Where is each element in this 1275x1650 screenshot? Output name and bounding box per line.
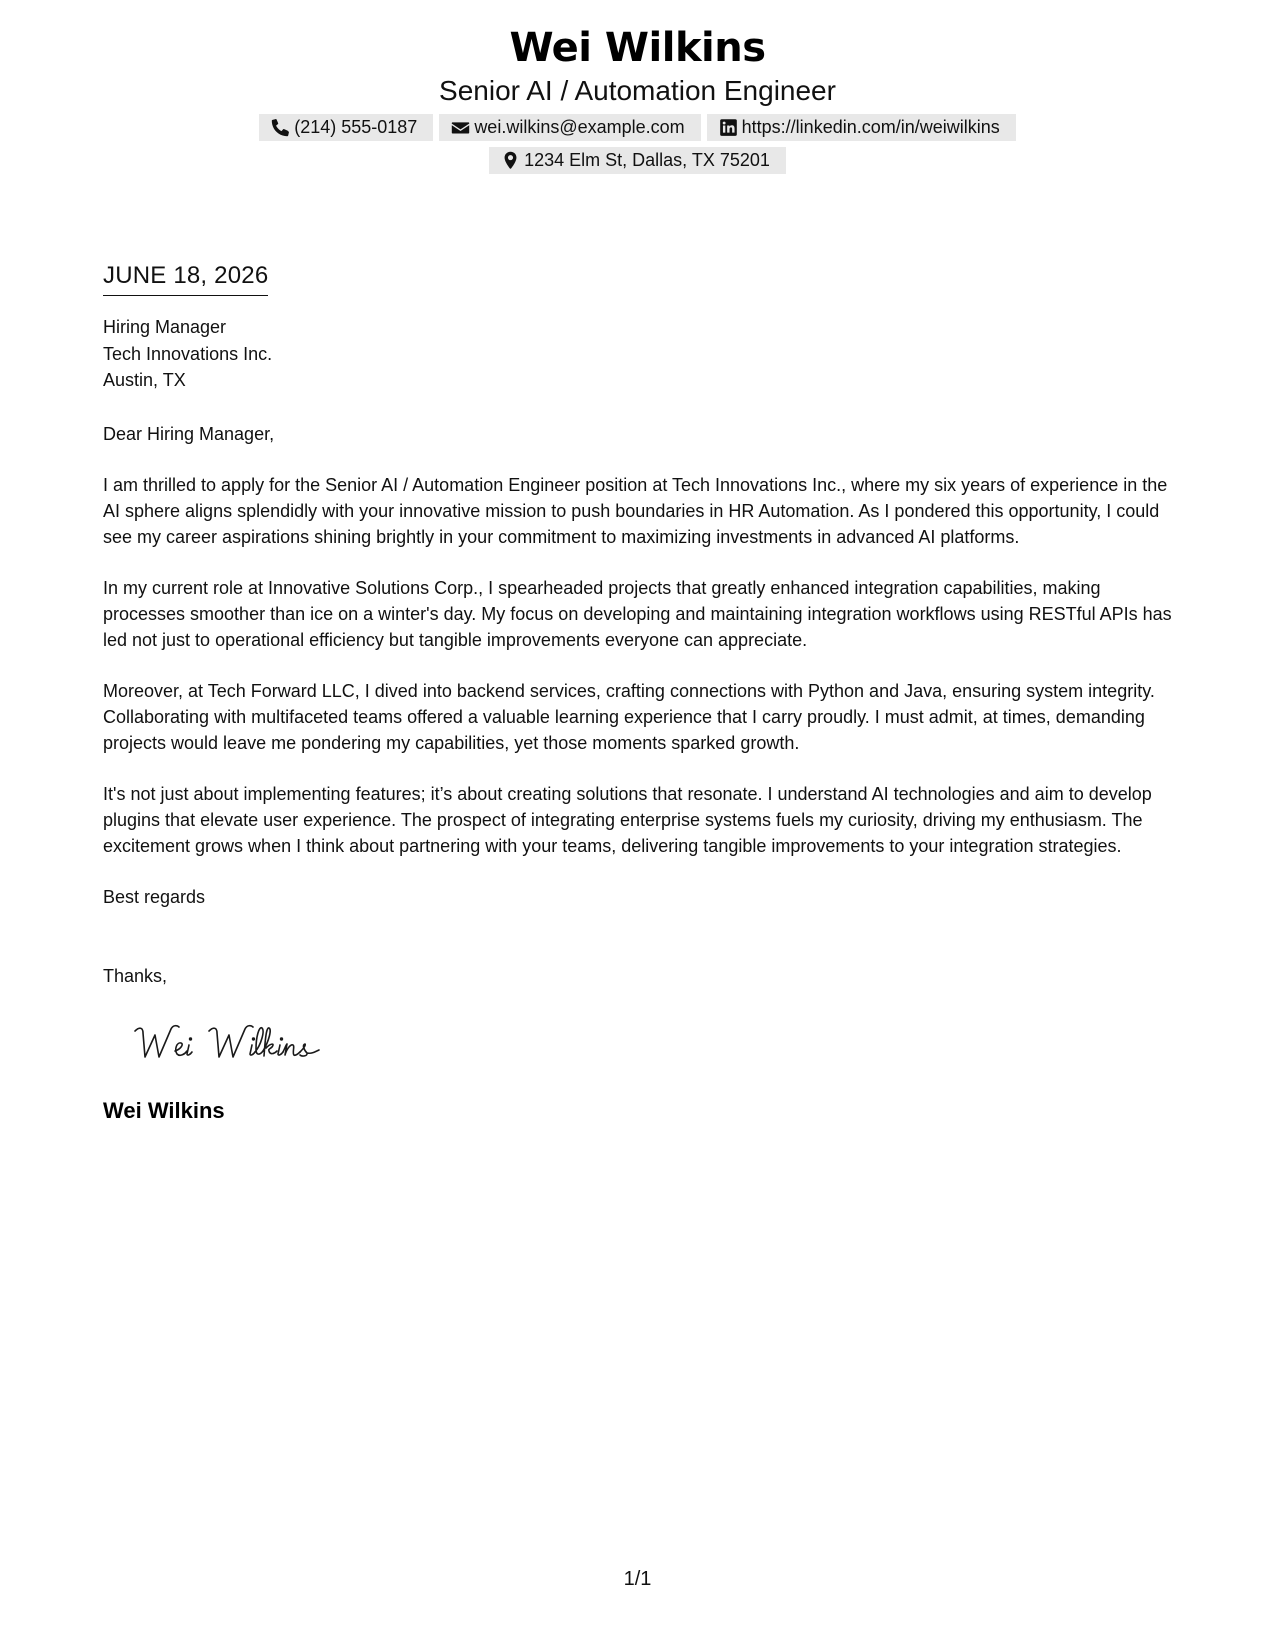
letter-date: JUNE 18, 2026	[103, 259, 268, 296]
address-text: 1234 Elm St, Dallas, TX 75201	[524, 150, 770, 170]
applicant-role: Senior AI / Automation Engineer	[439, 75, 836, 106]
letter-body	[103, 259, 1173, 1126]
phone-text: (214) 555-0187	[294, 117, 418, 137]
phone-chip[interactable]	[259, 114, 433, 141]
closing: Best regards	[103, 886, 206, 907]
linkedin-chip[interactable]	[707, 114, 1016, 141]
recipient-title: Hiring Manager	[103, 317, 227, 337]
contact-row-primary	[0, 114, 1275, 141]
recipient-company: Tech Innovations Inc.	[103, 343, 273, 364]
map-marker-icon	[501, 151, 520, 170]
body-paragraph-2: In my current role at Innovative Solutions Corp., I spearheaded projects that greatly enhanced integration capabilities, making processes smoother than ice on a winter's day. My focus on developing and maintaining integration workflows using RESTful APIs has led not just to operational efficiency but tangible improvements everyone can appreciate.	[103, 577, 1172, 650]
body-paragraph-1: I am thrilled to apply for the Senior AI / Automation Engineer position at Tech Innovations Inc., where my six years of experience in the AI sphere aligns splendidly with your innovative mission to push boundaries in HR Automation. As I pondered this opportunity, I could see my career aspirations shining brightly in your commitment to maximizing investments in advanced AI platforms.	[103, 474, 1168, 547]
letter-header	[0, 22, 1275, 180]
salutation: Dear Hiring Manager,	[103, 423, 275, 444]
email-chip[interactable]	[439, 114, 700, 141]
recipient-location: Austin, TX	[103, 370, 186, 390]
applicant-name: Wei Wilkins	[509, 25, 766, 71]
page-number: 1/1	[623, 1568, 652, 1590]
thanks-line: Thanks,	[103, 965, 168, 986]
recipient-block	[103, 314, 1173, 394]
address-chip[interactable]	[489, 147, 786, 174]
body-paragraph-4: It's not just about implementing features; it’s about creating solutions that resonate. I understand AI technologies and aim to develop plugins that elevate user experience. The prospect of integrating enterprise systems fuels my curiosity, driving my enthusiasm. The excitement grows when I think about partnering with your teams, delivering tangible improvements to your integration strategies.	[103, 783, 1152, 856]
linkedin-text: https://linkedin.com/in/weiwilkins	[741, 117, 1000, 137]
contact-row-secondary	[0, 147, 1275, 174]
email-text: wei.wilkins@example.com	[474, 117, 685, 137]
signer-name: Wei Wilkins	[103, 1097, 225, 1123]
handwritten-signature	[129, 1017, 339, 1067]
linkedin-icon	[719, 118, 738, 137]
phone-icon	[271, 118, 290, 137]
body-paragraph-3: Moreover, at Tech Forward LLC, I dived into backend services, crafting connections with Python and Java, ensuring system integrity. Collaborating with multifaceted teams offered a valuable learning experience that I carry proudly. I must admit, at times, demanding projects would leave me pondering my capabilities, yet those moments sparked growth.	[103, 680, 1155, 753]
envelope-icon	[451, 118, 470, 137]
